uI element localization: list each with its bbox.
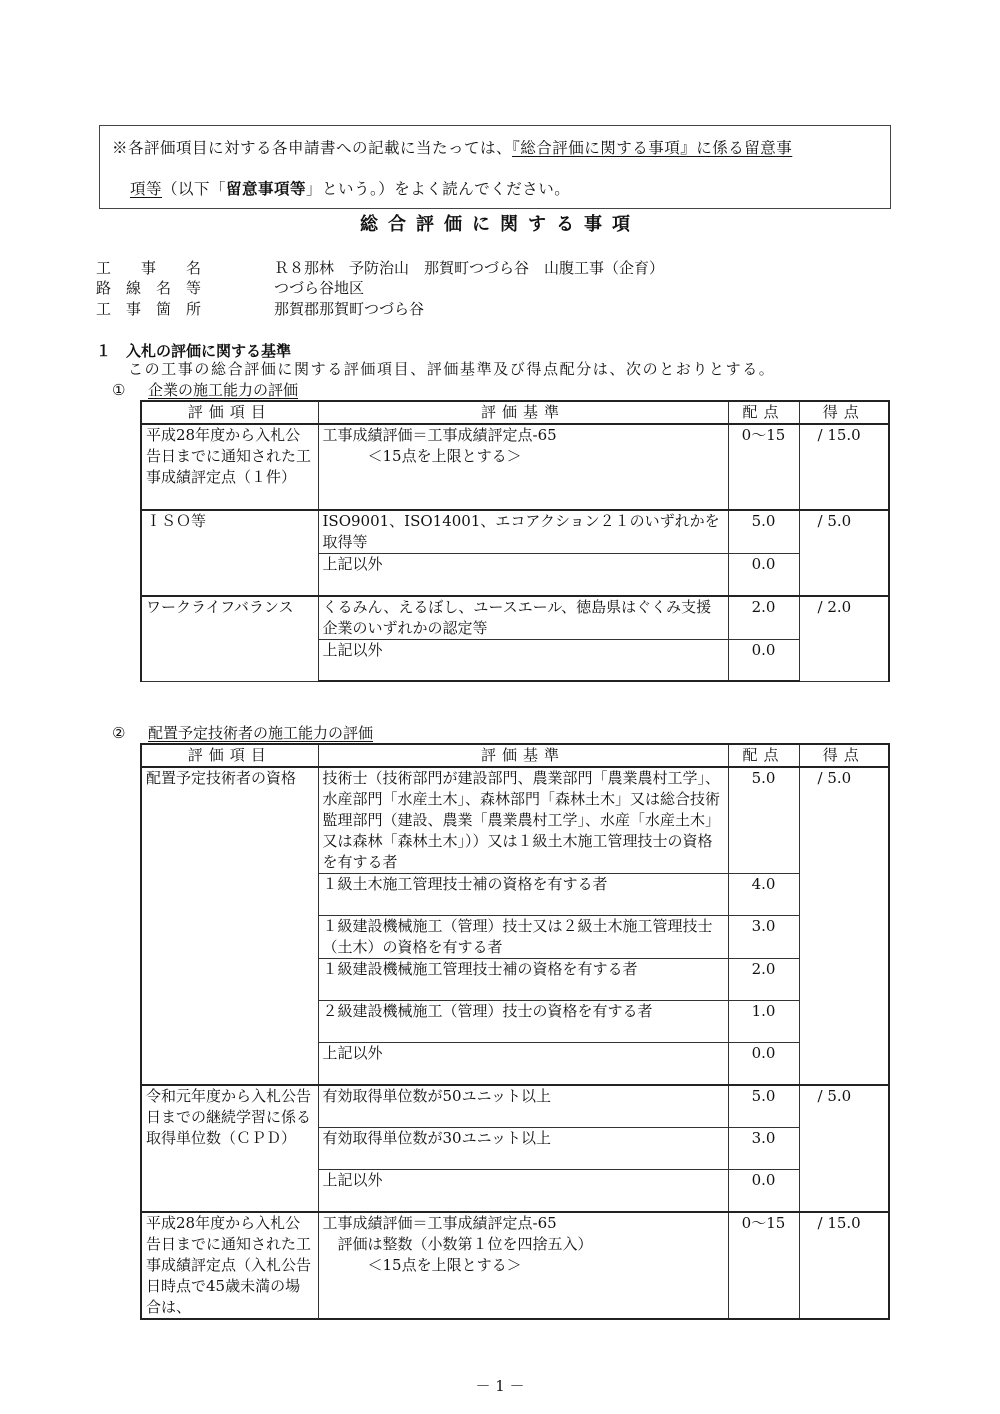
notice-line-1 [112, 136, 792, 158]
section-intro: この工事の総合評価に関する評価項目、評価基準及び得点配分は、次のとおりとする。 [128, 360, 776, 378]
item-cell: 令和元年度から入札公告日までの継続学習に係る取得単位数（ＣＰＤ） [141, 1085, 318, 1212]
header-criteria: 評価基準 [318, 401, 728, 424]
score-cell [799, 1212, 889, 1319]
table-row [141, 424, 889, 510]
item-cell: 平成28年度から入札公告日までに通知された工事成績評定点（入札公告日時点で45歳未満の場合は、 [141, 1212, 318, 1319]
notice-box [99, 125, 891, 209]
notice-emphasis: 『総合評価に関する事項』に係る留意事 [512, 139, 793, 157]
points-cell: 0～15 [728, 1212, 799, 1319]
table-row [141, 596, 889, 640]
info-value: 那賀郡那賀町つづら谷 [274, 300, 425, 318]
info-row-location [96, 298, 425, 319]
criteria-cell: ISO9001、ISO14001、エコアクション２１のいずれかを取得等 [318, 510, 728, 554]
points-cell: 0.0 [728, 554, 799, 597]
subsection-marker: ② [112, 724, 126, 742]
subsection-marker: ① [112, 381, 126, 399]
page-number: － 1 － [475, 1377, 525, 1395]
notice-bold: 留意事項等 [226, 179, 307, 198]
criteria-cell: 上記以外 [318, 1043, 728, 1086]
points-cell: 2.0 [728, 959, 799, 1001]
evaluation-table-1 [140, 400, 890, 682]
points-cell: 0～15 [728, 424, 799, 510]
info-row-name [96, 257, 665, 278]
table-row [141, 1212, 889, 1319]
criteria-cell: 上記以外 [318, 554, 728, 597]
criteria-cell: ２級建設機械施工（管理）技士の資格を有する者 [318, 1001, 728, 1043]
notice-text: ※各評価項目に対する各申請書への記載に当たっては、 [112, 139, 513, 157]
subsection-2-title [112, 722, 373, 743]
evaluation-table-2 [140, 743, 890, 1320]
header-points: 配点 [728, 744, 799, 767]
info-value: つづら谷地区 [274, 279, 365, 297]
subsection-1-title [112, 379, 298, 400]
header-criteria: 評価基準 [318, 744, 728, 767]
points-cell: 5.0 [728, 1085, 799, 1128]
item-cell: 配置予定技術者の資格 [141, 767, 318, 1085]
criteria-cell: 有効取得単位数が30ユニット以上 [318, 1128, 728, 1170]
points-cell: 5.0 [728, 510, 799, 554]
header-item: 評価項目 [141, 744, 318, 767]
page-title: 総合評価に関する事項 [360, 214, 640, 235]
criteria-cell [318, 1212, 728, 1319]
score-cell [799, 1085, 889, 1212]
points-cell: 3.0 [728, 916, 799, 959]
header-score: 得点 [799, 401, 889, 424]
score-cell [799, 767, 889, 1085]
header-score: 得点 [799, 744, 889, 767]
criteria-cell: 有効取得単位数が50ユニット以上 [318, 1085, 728, 1128]
points-cell: 1.0 [728, 1001, 799, 1043]
criteria-cell: １級土木施工管理技士補の資格を有する者 [318, 874, 728, 916]
notice-text: 」という。）をよく読んでください。 [306, 180, 571, 198]
table-header-row [141, 744, 889, 767]
section-heading: １ 入札の評価に関する基準 [96, 342, 292, 360]
score-cell [799, 596, 889, 681]
criteria-cell [318, 424, 728, 510]
subsection-label: 企業の施工能力の評価 [148, 381, 299, 399]
subsection-label: 配置予定技術者の施工能力の評価 [148, 724, 374, 742]
criteria-cell: １級建設機械施工管理技士補の資格を有する者 [318, 959, 728, 1001]
notice-line-2 [130, 177, 570, 199]
points-cell: 5.0 [728, 767, 799, 874]
points-cell: 4.0 [728, 874, 799, 916]
item-cell: ＩＳＯ等 [141, 510, 318, 596]
score-text: / 15.0 [817, 426, 861, 444]
info-key: 工 事 名 [96, 259, 202, 277]
score-cell [799, 424, 889, 510]
info-row-route [96, 277, 365, 298]
header-item: 評価項目 [141, 401, 318, 424]
criteria-line: ＜15点を上限とする＞ [322, 1256, 522, 1274]
notice-text: （以下「 [162, 180, 227, 198]
table-row [141, 510, 889, 554]
table-row [141, 1085, 889, 1128]
criteria-cell: 技術士（技術部門が建設部門、農業部門「農業農村工学」、水産部門「水産土木」、森林部門「森林土木」又は総合技術監理部門（建設、農業「農業農村工学」、水産「水産土木」又は森林「森林土木」））又は１級土木施工管理技士の資格を有する者 [318, 767, 728, 874]
score-text: / 2.0 [817, 598, 852, 616]
score-text: / 5.0 [817, 512, 852, 530]
item-cell: ワークライフバランス [141, 596, 318, 681]
criteria-line: 工事成績評価＝工事成績評定点-65 [322, 1214, 557, 1232]
notice-emphasis: 項等 [130, 180, 163, 198]
score-cell [799, 510, 889, 596]
criteria-cell: 上記以外 [318, 640, 728, 682]
score-text: / 15.0 [817, 1214, 861, 1232]
info-key: 工 事 箇 所 [96, 300, 202, 318]
score-text: / 5.0 [817, 769, 852, 787]
points-cell: 3.0 [728, 1128, 799, 1170]
criteria-cell: １級建設機械施工（管理）技士又は２級土木施工管理技士（土木）の資格を有する者 [318, 916, 728, 959]
item-cell: 平成28年度から入札公告日までに通知された工事成績評定点（１件） [141, 424, 318, 510]
info-value: Ｒ８那林 予防治山 那賀町つづら谷 山腹工事（企育） [274, 259, 665, 277]
header-points: 配点 [728, 401, 799, 424]
criteria-cell: 上記以外 [318, 1170, 728, 1213]
points-cell: 0.0 [728, 1170, 799, 1213]
criteria-line: 評価は整数（小数第１位を四捨五入） [322, 1235, 593, 1253]
table-header-row [141, 401, 889, 424]
points-cell: 0.0 [728, 640, 799, 682]
points-cell: 2.0 [728, 596, 799, 640]
criteria-cell: くるみん、えるぼし、ユースエール、徳島県はぐくみ支援企業のいずれかの認定等 [318, 596, 728, 640]
criteria-line: 工事成績評価＝工事成績評定点-65 [322, 426, 557, 444]
info-key: 路 線 名 等 [96, 279, 202, 297]
criteria-line: ＜15点を上限とする＞ [322, 447, 522, 465]
points-cell: 0.0 [728, 1043, 799, 1086]
score-text: / 5.0 [817, 1087, 852, 1105]
table-row [141, 767, 889, 874]
